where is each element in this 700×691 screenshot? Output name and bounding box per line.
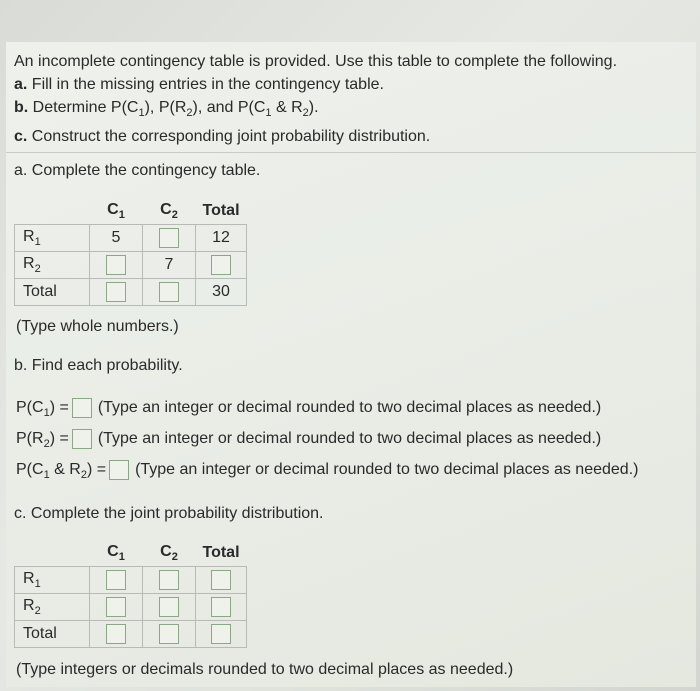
row-header-r2: $R_2$ [15, 252, 90, 279]
col-header-c1: $C_1$ [90, 540, 143, 567]
prob-hint-pc1r2: (Type an integer or decimal rounded to two decimal places as needed.) [135, 461, 639, 479]
col-header-c2: $C_2$ [143, 198, 196, 225]
prob-row-pc1r2 [16, 460, 638, 481]
cell-r2-c2: 7 [143, 252, 196, 279]
jcell-total-total [196, 621, 247, 648]
prob-hint-pr2: (Type an integer or decimal rounded to two decimal places as needed.) [97, 430, 602, 448]
prob-label-pr2: $P(R_2)$ = [16, 430, 69, 451]
answer-input-pr2[interactable] [72, 429, 92, 449]
part-b-title: b. Find each probability. [14, 357, 183, 374]
answer-input-j-r2-c2[interactable] [159, 597, 179, 617]
row-header-total: Total [15, 621, 90, 648]
answer-input-total-c1[interactable] [106, 282, 126, 302]
jcell-r2-c2 [143, 594, 196, 621]
answer-input-r2-total[interactable] [211, 255, 231, 275]
jcell-r2-c1 [90, 594, 143, 621]
instruction-a: a. Fill in the missing entries in the contingency table. [14, 76, 384, 93]
contingency-table [14, 198, 247, 306]
row-header-total: Total [15, 279, 90, 306]
answer-input-j-r2-total[interactable] [211, 597, 231, 617]
divider [6, 152, 696, 153]
instruction-b: b. Determine $P(C_1)$, $P(R_2)$, and $P(C_1$ & $R_2$). [14, 99, 319, 120]
cell-total-c1 [90, 279, 143, 306]
answer-input-j-total-c2[interactable] [159, 624, 179, 644]
corner-cell [15, 540, 90, 567]
cell-total-total: 30 [196, 279, 247, 306]
answer-input-j-r1-c2[interactable] [159, 570, 179, 590]
joint-probability-table [14, 540, 247, 648]
answer-input-r2-c1[interactable] [106, 255, 126, 275]
row-header-r2: $R_2$ [15, 594, 90, 621]
cell-r2-c1 [90, 252, 143, 279]
cell-total-c2 [143, 279, 196, 306]
cell-r1-total: 12 [196, 225, 247, 252]
jcell-r1-c2 [143, 567, 196, 594]
answer-input-j-r1-c1[interactable] [106, 570, 126, 590]
part-c-note: (Type integers or decimals rounded to two decimal places as needed.) [16, 661, 514, 678]
prob-label-pc1: $P(C_1)$ = [16, 399, 69, 420]
cell-r1-c2 [143, 225, 196, 252]
part-a-title: a. Complete the contingency table. [14, 162, 261, 179]
prob-label-pc1r2: $P(C_1$ & $R_2$) = [16, 461, 107, 482]
question-header [14, 50, 617, 148]
answer-input-j-total-total[interactable] [211, 624, 231, 644]
col-header-c2: $C_2$ [143, 540, 196, 567]
jcell-r1-total [196, 567, 247, 594]
part-a-note: (Type whole numbers.) [16, 318, 179, 335]
corner-cell [15, 198, 90, 225]
answer-input-pc1[interactable] [72, 398, 92, 418]
jcell-total-c2 [143, 621, 196, 648]
cell-r2-total [196, 252, 247, 279]
intro-text: An incomplete contingency table is provided. Use this table to complete the following. [14, 53, 618, 70]
jcell-total-c1 [90, 621, 143, 648]
jcell-r1-c1 [90, 567, 143, 594]
part-c-title: c. Complete the joint probability distribution. [14, 505, 324, 522]
prob-row-pr2 [16, 429, 601, 450]
answer-input-j-total-c1[interactable] [106, 624, 126, 644]
answer-input-total-c2[interactable] [159, 282, 179, 302]
answer-input-pc1r2[interactable] [109, 460, 129, 480]
answer-input-r1-c2[interactable] [159, 228, 179, 248]
answer-input-j-r2-c1[interactable] [106, 597, 126, 617]
col-header-total: Total [196, 198, 247, 225]
row-header-r1: $R_1$ [15, 225, 90, 252]
instruction-c: c. Construct the corresponding joint probability distribution. [14, 128, 431, 146]
jcell-r2-total [196, 594, 247, 621]
row-header-r1: $R_1$ [15, 567, 90, 594]
col-header-total: Total [196, 540, 247, 567]
prob-row-pc1 [16, 398, 601, 419]
cell-r1-c1: 5 [90, 225, 143, 252]
prob-hint-pc1: (Type an integer or decimal rounded to two decimal places as needed.) [97, 399, 602, 417]
answer-input-j-r1-total[interactable] [211, 570, 231, 590]
col-header-c1: $C_1$ [90, 198, 143, 225]
